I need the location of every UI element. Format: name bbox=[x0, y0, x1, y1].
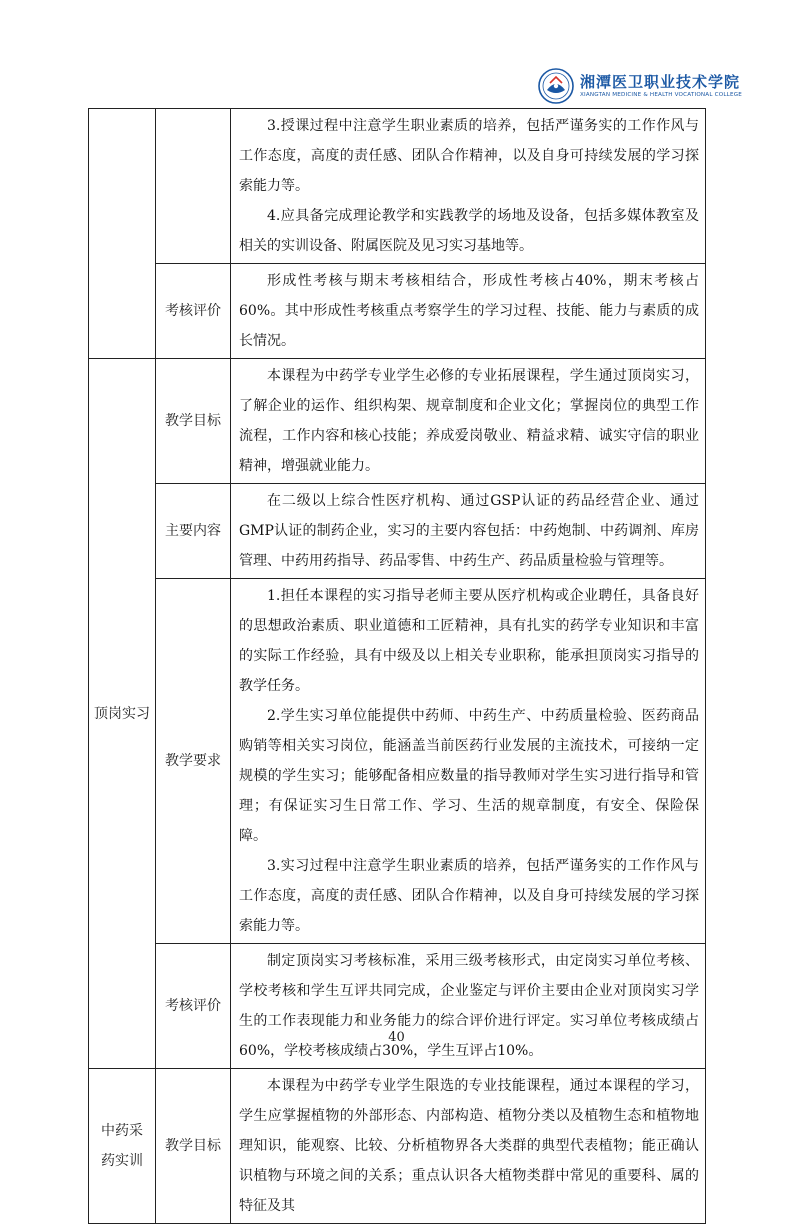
table-row bbox=[89, 359, 706, 484]
label-cell-empty bbox=[156, 109, 231, 264]
table-row bbox=[89, 109, 706, 264]
requirements-label: 教学要求 bbox=[156, 579, 231, 944]
paragraph: 本课程为中药学专业学生限选的专业技能课程，通过本课程的学习，学生应掌握植物的外部形态、内部构造、植物分类以及植物生态和植物地理知识，能观察、比较、分析植物界各大类群的典型代表植物；能正确认识植物与环境之间的关系；重点认识各大植物类群中常见的重要科、属的特征及其 bbox=[239, 1078, 699, 1214]
table-row bbox=[89, 1069, 706, 1224]
paragraph: 2.学生实习单位能提供中药师、中药生产、中药质量检验、医药商品购销等相关实习岗位，能涵盖当前医药行业发展的主流技术，可接纳一定规模的学生实习；能够配备相应数量的指导教师对学生实习进行指导和管理；有保证实习生日常工作、学习、生活的规章制度，有安全、保险保障。 bbox=[239, 708, 699, 844]
school-name-cn: 湘潭医卫职业技术学院 bbox=[580, 73, 741, 91]
paragraph: 在二级以上综合性医疗机构、通过GSP认证的药品经营企业、通过GMP认证的制药企业，实习的主要内容包括：中药炮制、中药调剂、库房管理、中药用药指导、药品零售、中药生产、药品质量检验与管理等。 bbox=[239, 493, 699, 569]
course-name-herb bbox=[89, 1069, 156, 1224]
goal-label: 教学目标 bbox=[156, 359, 231, 484]
school-emblem-icon bbox=[538, 68, 574, 104]
table-row bbox=[89, 264, 706, 359]
herb-goal-cell bbox=[231, 1069, 706, 1224]
school-name-en: XIANGTAN MEDICINE & HEALTH VOCATIONAL COLLEGE bbox=[580, 92, 742, 98]
page-number: 40 bbox=[388, 1030, 405, 1045]
internship-content-cell bbox=[231, 484, 706, 579]
paragraph: 形成性考核与期末考核相结合，形成性考核占40%，期末考核占60%。其中形成性考核重点考察学生的学习过程、技能、能力与素质的成长情况。 bbox=[239, 273, 699, 349]
prev-assessment-cell bbox=[231, 264, 706, 359]
header-logo bbox=[538, 68, 742, 108]
paragraph: 本课程为中药学专业学生必修的专业拓展课程，学生通过顶岗实习，了解企业的运作、组织构架、规章制度和企业文化；掌握岗位的典型工作流程，工作内容和核心技能；养成爱岗敬业、精益求精、诚实守信的职业精神，增强就业能力。 bbox=[239, 368, 699, 474]
paragraph: 4.应具备完成理论教学和实践教学的场地及设备，包括多媒体教室及相关的实训设备、附属医院及见习实习基地等。 bbox=[239, 208, 699, 254]
course-name-internship: 顶岗实习 bbox=[89, 359, 156, 1069]
internship-assessment-cell bbox=[231, 944, 706, 1069]
course-cell-empty bbox=[89, 109, 156, 359]
goal-label: 教学目标 bbox=[156, 1069, 231, 1224]
assessment-label: 考核评价 bbox=[156, 944, 231, 1069]
prev-requirements-cell bbox=[231, 109, 706, 264]
paragraph: 3.授课过程中注意学生职业素质的培养，包括严谨务实的工作作风与工作态度，高度的责任感、团队合作精神，以及自身可持续发展的学习探索能力等。 bbox=[239, 118, 699, 194]
paragraph: 1.担任本课程的实习指导老师主要从医疗机构或企业聘任，具备良好的思想政治素质、职业道德和工匠精神，具有扎实的药学专业知识和丰富的实际工作经验，具有中级及以上相关专业职称，能承担顶岗实习指导的教学任务。 bbox=[239, 588, 699, 694]
internship-requirements-cell bbox=[231, 579, 706, 944]
table-row bbox=[89, 484, 706, 579]
course-name-text: 中药采药实训 bbox=[101, 1123, 143, 1169]
table-row bbox=[89, 944, 706, 1069]
table-row bbox=[89, 579, 706, 944]
content-label: 主要内容 bbox=[156, 484, 231, 579]
paragraph: 3.实习过程中注意学生职业素质的培养，包括严谨务实的工作作风与工作态度，高度的责任感、团队合作精神，以及自身可持续发展的学习探索能力等。 bbox=[239, 858, 699, 934]
internship-goal-cell bbox=[231, 359, 706, 484]
paragraph: 制定顶岗实习考核标准，采用三级考核形式，由定岗实习单位考核、学校考核和学生互评共同完成，企业鉴定与评价主要由企业对顶岗实习学生的工作表现能力和业务能力的综合评价进行评定。实习单位考核成绩占60%，学校考核成绩占30%，学生互评占10%。 bbox=[239, 953, 699, 1059]
curriculum-table bbox=[88, 108, 706, 1224]
assessment-label: 考核评价 bbox=[156, 264, 231, 359]
